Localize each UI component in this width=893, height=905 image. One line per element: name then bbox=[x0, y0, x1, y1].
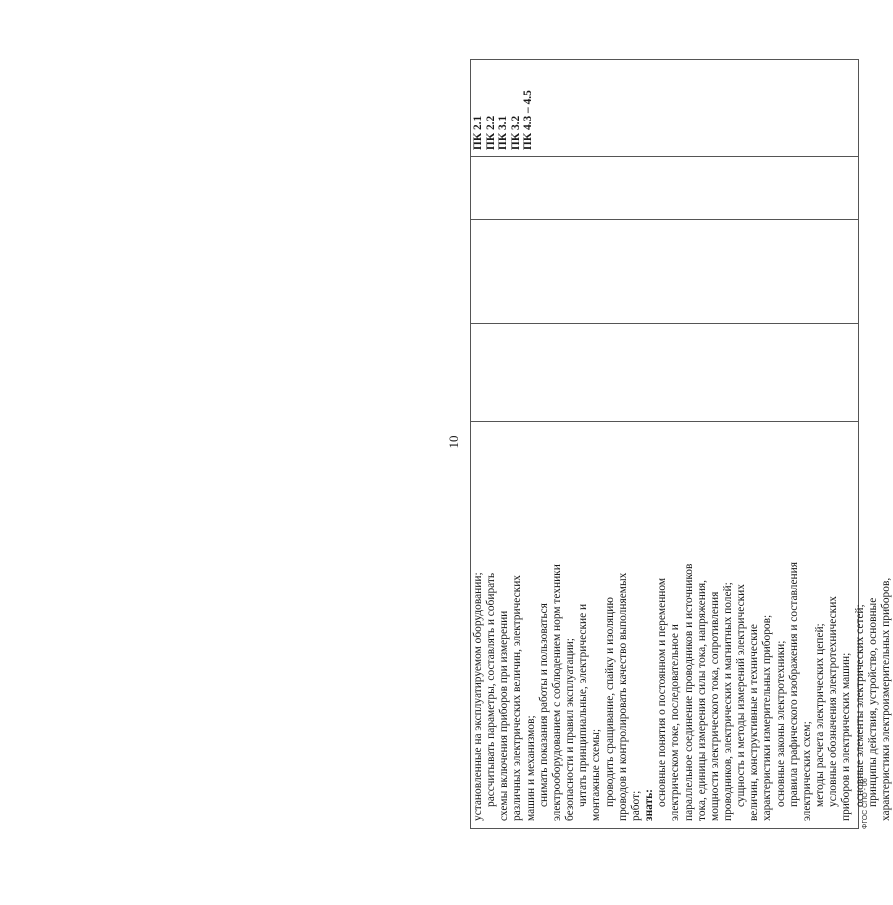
rotated-page bbox=[386, 59, 892, 829]
content-line: электрических схем; bbox=[800, 721, 813, 821]
content-line: принципы действия, устройство, основные bbox=[866, 597, 879, 807]
column-divider bbox=[470, 219, 858, 220]
content-line: методы расчета электрических цепей; bbox=[814, 623, 827, 807]
content-line: мощности электрического тока, сопротивления bbox=[708, 591, 721, 821]
content-line: сущность и методы измерений электрических bbox=[735, 584, 748, 807]
content-line: снимать показания работы и пользоваться bbox=[537, 603, 550, 807]
content-line: схемы включения приборов при измерении bbox=[498, 610, 511, 821]
content-line: проводников, электрических и магнитных полей; bbox=[721, 582, 734, 821]
page-number: 10 bbox=[446, 435, 461, 449]
content-line: проводов и контролировать качество выполняемых bbox=[616, 572, 629, 821]
content-line: правила графического изображения и составления bbox=[787, 562, 800, 807]
content-line: безопасности и правил эксплуатации; bbox=[564, 638, 577, 821]
content-line: электрооборудованием с соблюдением норм техники bbox=[550, 564, 563, 821]
content-line: рассчитывать параметры, составлять и собирать bbox=[485, 572, 498, 807]
content-line: машин и механизмов; bbox=[524, 715, 537, 821]
content-line: условные обозначения электротехнических bbox=[827, 596, 840, 807]
content-line: тока, единицы измерения силы тока, напряжения, bbox=[695, 579, 708, 821]
content-line: величин, конструктивные и технические bbox=[748, 624, 761, 821]
content-line: работ; bbox=[629, 790, 642, 821]
competency-code-list bbox=[470, 59, 535, 157]
competency-codes-column bbox=[470, 59, 858, 157]
content-line: знать: bbox=[643, 789, 656, 821]
competency-code: ПК 2.1 bbox=[472, 115, 484, 150]
content-line: электрическом токе, последовательное и bbox=[669, 624, 682, 821]
column-divider bbox=[470, 323, 858, 324]
competency-code: ПК 4.3 – 4.5 bbox=[522, 90, 534, 150]
competency-code: ПК 2.2 bbox=[484, 115, 497, 150]
content-line: различных электрических величин, электрических bbox=[511, 575, 524, 821]
content-line: характеристики электроизмерительных приборов, bbox=[879, 577, 892, 821]
content-line: характеристики измерительных приборов; bbox=[761, 614, 774, 821]
competency-code: ПК 3.1 bbox=[497, 115, 509, 150]
content-line: основные законы электротехники; bbox=[774, 640, 787, 807]
competency-code: ПК 3.2 bbox=[509, 115, 522, 150]
content-line: приборов и электрических машин; bbox=[840, 652, 853, 821]
content-line: основные понятия о постоянном и переменном bbox=[656, 577, 669, 807]
content-line: основные элементы электрических сетей; bbox=[853, 604, 866, 807]
footer-standard: ФГОС СПО - 06 bbox=[862, 778, 869, 829]
content-line: параллельное соединение проводников и источников bbox=[682, 563, 695, 821]
content-line: установленные на эксплуатируемом оборудовании; bbox=[472, 572, 484, 821]
content-line: читать принципиальные, электрические и bbox=[577, 603, 590, 807]
content-lines bbox=[470, 422, 893, 829]
content-line: монтажные схемы; bbox=[590, 728, 603, 821]
content-line: проводить сращивание, спайку и изоляцию bbox=[603, 597, 616, 807]
